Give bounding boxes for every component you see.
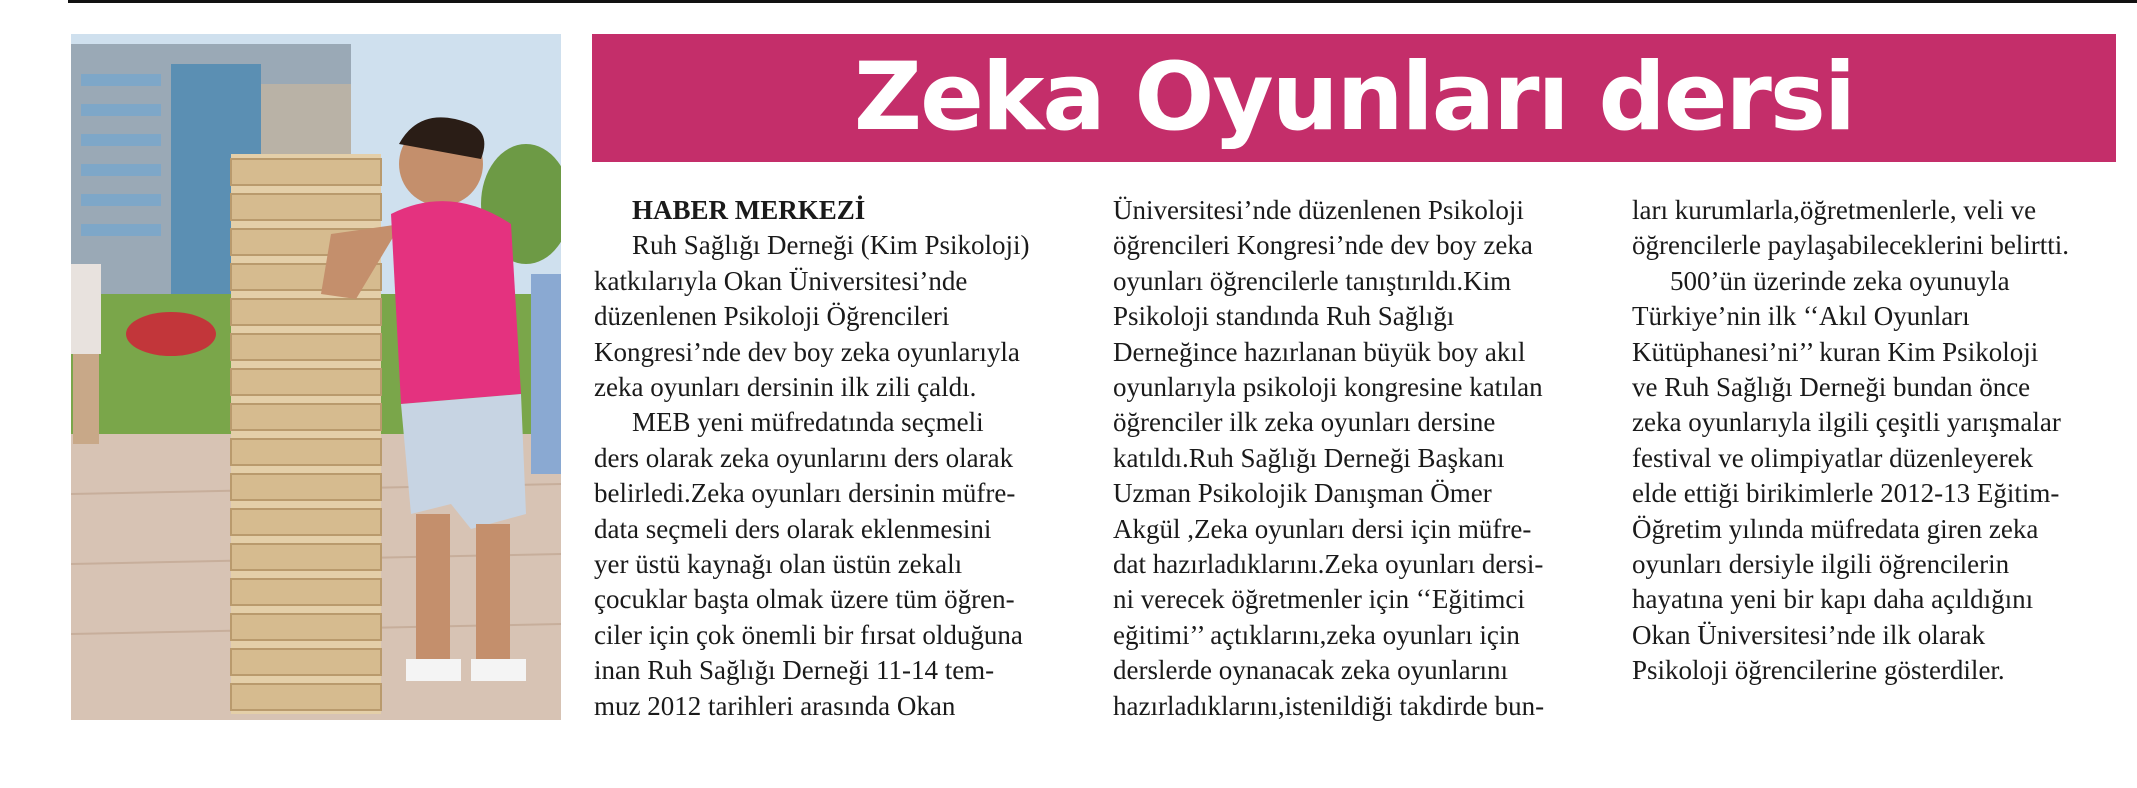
text-line: Derneğince hazırlanan büyük boy akıl xyxy=(1113,336,1526,367)
text-line: Psikoloji öğrencilerine gösterdiler. xyxy=(1632,655,2005,686)
article-column-3 xyxy=(1632,193,2108,689)
text-line: ciler için çok önemli bir fırsat olduğuna xyxy=(594,619,1023,650)
article-column-1 xyxy=(594,193,1070,724)
text-line: ları kurumlarla,öğretmenlerle, veli ve xyxy=(1632,195,2037,225)
text-line: eğitimi’’ açtıklarını,zeka oyunları için xyxy=(1113,619,1520,650)
text-line: Öğretim yılında müfredata giren zeka xyxy=(1632,513,2039,544)
text-line: dat hazırladıklarını.Zeka oyunları dersi- xyxy=(1113,549,1544,580)
text-line: katkılarıyla Okan Üniversitesi’nde xyxy=(594,265,968,296)
headline: Zeka Oyunları dersi xyxy=(853,43,1855,152)
text-line: hazırladıklarını,istenildiği takdirde bun- xyxy=(1113,690,1545,721)
text-line: MEB yeni müfredatında seçmeli xyxy=(632,407,984,438)
text-line: oyunlarıyla psikoloji kongresine katılan xyxy=(1113,372,1543,403)
text-line: oyunları öğrencilerle tanıştırıldı.Kim xyxy=(1113,265,1512,296)
paragraph xyxy=(1113,193,1589,724)
paragraph xyxy=(1632,264,2108,689)
top-rule xyxy=(68,0,2137,3)
text-line: öğrencileri Kongresi’nde dev boy zeka xyxy=(1113,230,1533,261)
text-line: düzenlenen Psikoloji Öğrencileri xyxy=(594,301,950,332)
text-line: yer üstü kaynağı olan üstün zekalı xyxy=(594,549,963,580)
text-line: derslerde oynanacak zeka oyunlarını xyxy=(1113,655,1509,686)
text-line: muz 2012 tarihleri arasında Okan xyxy=(594,690,956,721)
text-line: hayatına yeni bir kapı daha açıldığını xyxy=(1632,584,2034,615)
text-line: Türkiye’nin ilk ‘‘Akıl Oyunları xyxy=(1632,301,1970,332)
byline: HABER MERKEZİ xyxy=(632,195,866,225)
text-line: ni verecek öğretmenler için ‘‘Eğitimci xyxy=(1113,584,1525,615)
text-line: Üniversitesi’nde düzenlenen Psikoloji xyxy=(1113,195,1524,225)
text-line: Kütüphanesi’ni’’ kuran Kim Psikoloji xyxy=(1632,336,2039,367)
paragraph xyxy=(1632,193,2108,264)
text-line: 500’ün üzerinde zeka oyunuyla xyxy=(1670,265,2010,296)
jenga-photo-icon xyxy=(71,34,561,720)
text-line: öğrenciler ilk zeka oyunları dersine xyxy=(1113,407,1496,438)
headline-bar xyxy=(592,34,2116,162)
article-photo xyxy=(71,34,561,720)
text-line: Uzman Psikolojik Danışman Ömer xyxy=(1113,478,1492,509)
text-line: Akgül ,Zeka oyunları dersi için müfre- xyxy=(1113,513,1532,544)
text-line: ders olarak zeka oyunlarını ders olarak xyxy=(594,442,1014,473)
text-line: Psikoloji standında Ruh Sağlığı xyxy=(1113,301,1455,332)
text-line: katıldı.Ruh Sağlığı Derneği Başkanı xyxy=(1113,442,1505,473)
text-line: zeka oyunları dersinin ilk zili çaldı. xyxy=(594,372,977,403)
article-column-2 xyxy=(1113,193,1589,724)
text-line: Ruh Sağlığı Derneği (Kim Psikoloji) xyxy=(632,230,1030,261)
text-line: ve Ruh Sağlığı Derneği bundan önce xyxy=(1632,372,2031,403)
text-line: oyunları dersiyle ilgili öğrencilerin xyxy=(1632,549,2010,580)
text-line: çocuklar başta olmak üzere tüm öğren- xyxy=(594,584,1015,615)
text-line: inan Ruh Sağlığı Derneği 11-14 tem- xyxy=(594,655,995,686)
text-line: Okan Üniversitesi’nde ilk olarak xyxy=(1632,619,1986,650)
paragraph xyxy=(594,228,1070,405)
text-line: data seçmeli ders olarak eklenmesini xyxy=(594,513,992,544)
text-line: belirledi.Zeka oyunları dersinin müfre- xyxy=(594,478,1016,509)
text-line: festival ve olimpiyatlar düzenleyerek xyxy=(1632,442,2034,473)
text-line: Kongresi’nde dev boy zeka oyunlarıyla xyxy=(594,336,1020,367)
text-line: elde ettiği birikimlerle 2012-13 Eğitim- xyxy=(1632,478,2060,509)
paragraph xyxy=(594,405,1070,724)
text-line: öğrencilerle paylaşabileceklerini belirtti. xyxy=(1632,230,2070,261)
text-line: zeka oyunlarıyla ilgili çeşitli yarışmalar xyxy=(1632,407,2061,438)
